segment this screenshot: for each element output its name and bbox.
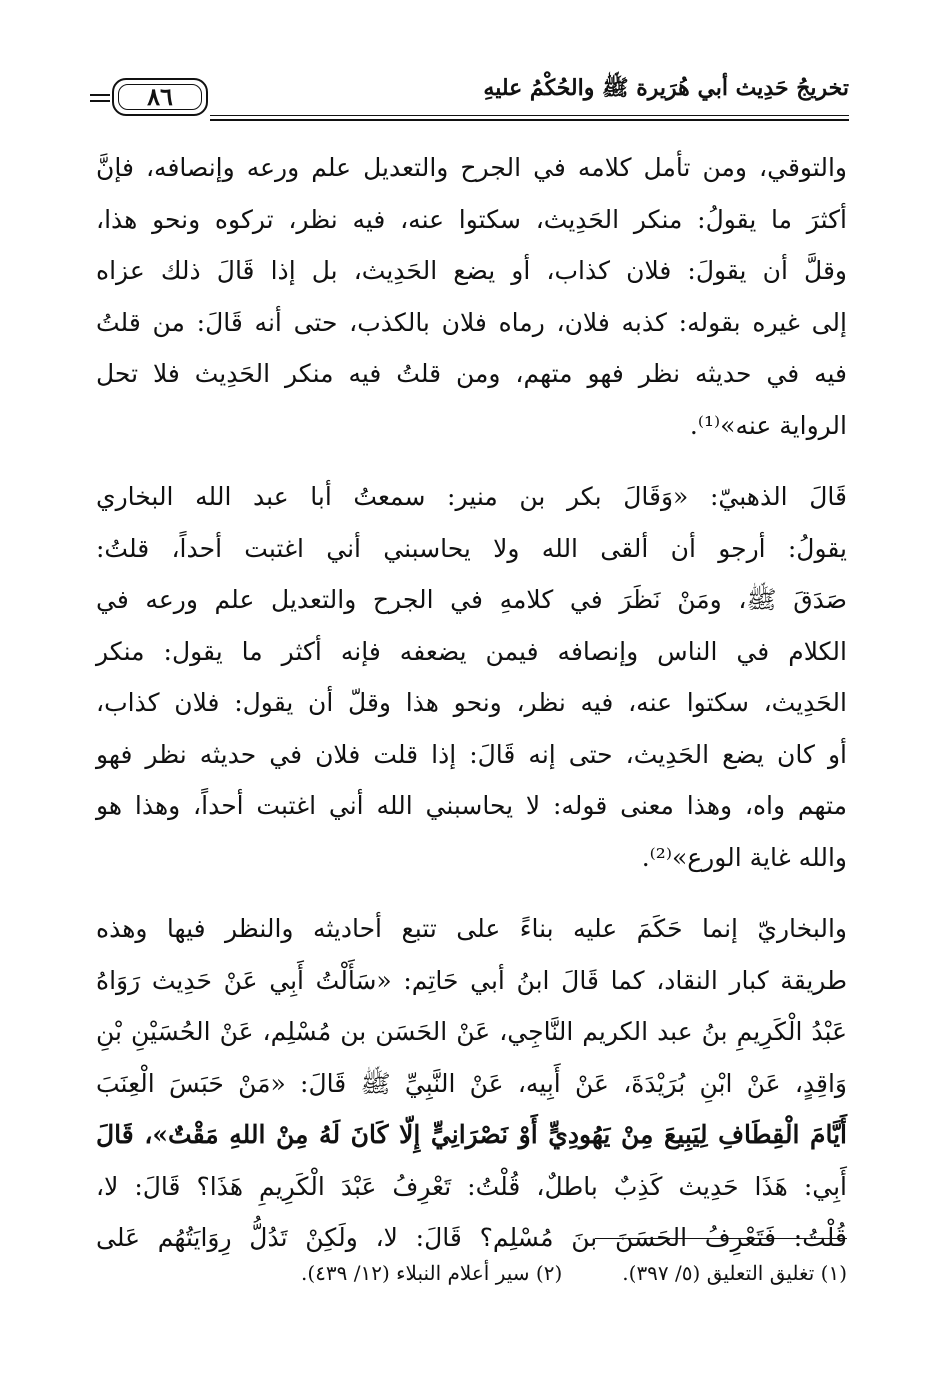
text-line: قَالَ الذهبيّ: «وَقَالَ بكر بن منير: سمعتُ أبا عبد الله البخاري [96, 482, 847, 511]
text-line: عَبْدُ الْكَرِيمِ بنُ عبد الكريم النَّاجِي، عَنْ الحَسَن بن مُسْلِم، عَنْ الحُسَيْنِ بْنِ [96, 1017, 847, 1046]
hadith-text-line: أَيَّامَ الْقِطَافِ لِيَبِيعَ مِنْ يَهُودِيٍّ أَوْ نَصْرَانِيٍّ إِلّا كَانَ لَهُ مِنْ اللهِ مَقْتٌ»، قَالَ [96, 1120, 847, 1149]
text-line: يقولُ: أرجو أن ألقى الله ولا يحاسبني أني اغتبت أحداً، قلتُ: [96, 533, 847, 563]
header-rule-left [90, 94, 110, 102]
header-rule [210, 115, 849, 121]
paragraph-1 [96, 142, 847, 451]
page-header [96, 72, 849, 128]
footnotes [96, 1258, 847, 1288]
main-text [96, 142, 847, 1264]
text-line: وقلَّ أن يقولَ: فلان كذاب، أو يضع الحَدِيث، بل إذا قَالَ ذلك عزاه [96, 256, 847, 285]
text-line: طريقة كبار النقاد، كما قَالَ ابنُ أبي حَاتِم: «سَأَلْتُ أَبِي عَنْ حَدِيث رَوَاهُ [96, 965, 847, 995]
page-number: ٨٦ [147, 82, 173, 111]
text-line: الرواية عنه»⁽¹⁾. [689, 410, 847, 440]
text-line: الكلام في الناس وإنصافه فيمن يضعفه فإنه أكثر ما يقول: منكر [96, 636, 847, 666]
text-line: أو كان يضع الحَدِيث، حتى إنه قَالَ: إذا قلت فلان في حديثه نظر فهو [96, 739, 847, 769]
text-line: أكثرَ ما يقولُ: منكر الحَدِيث، سكتوا عنه، فيه نظر، تركوه ونحو هذا، [96, 204, 847, 234]
text-line: أَبِي: هَذَا حَدِيث كَذِبٌ باطلٌ، قُلْتُ: تَعْرِفُ عَبْدَ الْكَرِيمِ هَذَا؟ قَالَ: لا، [96, 1171, 847, 1201]
footnote-2: (٢) سير أعلام النبلاء (١٢/ ٤٣٩). [300, 1261, 563, 1285]
text-line: متهم واه، وهذا معنى قوله: لا يحاسبني الله أني اغتبت أحداً، وهذا هو [96, 791, 847, 820]
text-line: إلى غيره بقوله: كذبه فلان، رماه فلان بالكذب، حتى أنه قَالَ: من قلتُ [96, 307, 847, 337]
footnote-rule [595, 1238, 847, 1239]
text-line: وَاقِدٍ، عَنْ ابْنِ بُرَيْدَةَ، عَنْ أَبِيه، عَنْ النَّبِيِّ ﷺ قَالَ: «مَنْ حَبَسَ الْعِنَبَ [96, 1068, 847, 1098]
text-line: والله غاية الورع»⁽²⁾. [641, 842, 847, 872]
paragraph-2 [96, 471, 847, 883]
text-line: الحَدِيث، سكتوا عنه، فيه نظر، ونحو هذا وقلّ أن يقول: فلان كذاب، [96, 688, 847, 717]
footnote-1: (١) تغليق التعليق (٥/ ٣٩٧). [622, 1261, 847, 1285]
running-title: تخريجُ حَدِيث أبي هُرَيرة ﷺ والحُكْمُ عليهِ [483, 75, 849, 101]
paragraph-3 [96, 903, 847, 1264]
text-line: والتوقي، ومن تأمل كلامه في الجرح والتعديل علم ورعه وإنصافه، فإنَّ [96, 153, 847, 182]
text-line: فيه في حديثه نظر فهو متهم، ومن قلتُ فيه منكر الحَدِيث فلا تحل [96, 359, 847, 388]
text-line: والبخاريّ إنما حَكَمَ عليه بناءً على تتبع أحاديثه والنظر فيها وهذه [96, 914, 847, 943]
page-number-frame [112, 78, 208, 116]
text-line: قُلْتُ: فَتَعْرِفُ الحَسَنَ بنَ مُسْلِم؟ قَالَ: لا، ولَكِنْ تَدُلُّ رِوَايَتُهُم عَلى [96, 1223, 847, 1252]
text-line: صَدَقَ ﷺ، ومَنْ نَظَرَ في كلامهِ في الجرح والتعديل علم ورعه في [96, 585, 847, 614]
